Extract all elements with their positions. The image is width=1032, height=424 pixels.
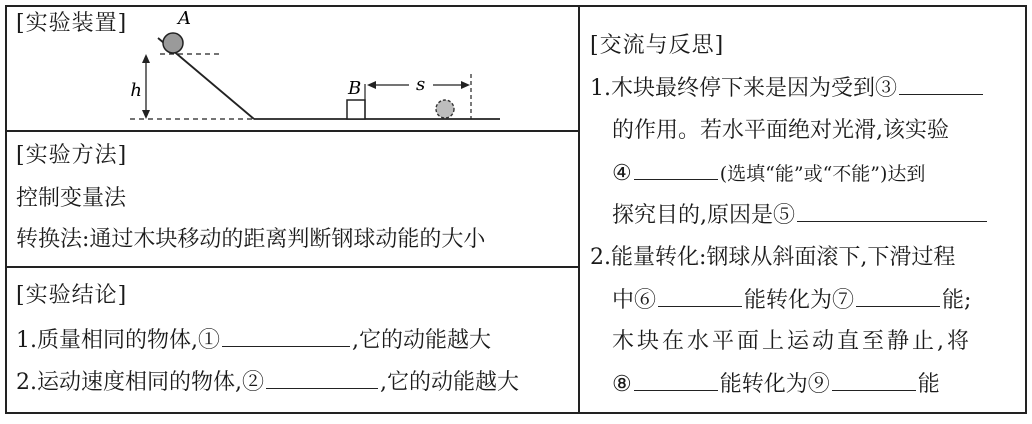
answer-blank-2[interactable] <box>266 368 378 389</box>
ball-final-position <box>436 100 454 118</box>
answer-blank-7[interactable] <box>856 286 940 307</box>
q2-line-2-mid: 能转化为⑦ <box>744 288 855 313</box>
reflection-q2-line-3: 木块在水平面上运动直至静止,将 <box>612 329 972 354</box>
reflection-q2-line-1: 2.能量转化:钢球从斜面滚下,下滑过程 <box>590 245 956 270</box>
q1-line-4-text: 探究目的,原因是⑤ <box>612 203 795 228</box>
reflection-q1-line-4 <box>612 201 989 230</box>
conclusion-1-prefix: 1.质量相同的物体,① <box>16 328 220 353</box>
reflection-q1-line-3 <box>612 159 925 188</box>
table-bottom-border <box>5 412 1027 414</box>
answer-blank-8[interactable] <box>634 370 718 391</box>
steel-ball-a <box>163 33 183 53</box>
reflection-q1-line-1 <box>590 74 985 103</box>
answer-blank-5[interactable] <box>797 201 987 222</box>
table-right-border <box>1025 5 1027 414</box>
conclusion-2-suffix: ,它的动能越大 <box>379 370 519 395</box>
reflection-q2-line-2 <box>612 286 971 315</box>
method-line-2: 转换法:通过木块移动的距离判断钢球动能的大小 <box>16 227 486 252</box>
answer-blank-4[interactable] <box>634 159 718 180</box>
q2-line-2-suffix: 能; <box>942 288 972 313</box>
q1-line-3-text: (选填“能”或“不能”)达到 <box>719 163 926 185</box>
distance-label: s <box>416 74 426 95</box>
conclusion-line-2 <box>16 368 519 397</box>
answer-blank-3[interactable] <box>899 74 983 95</box>
answer-blank-6[interactable] <box>658 286 742 307</box>
reflection-heading: [交流与反思] <box>590 33 725 58</box>
setup-heading: [实验装置] <box>16 11 128 36</box>
wooden-block-b <box>347 100 365 119</box>
q1-line-1-text: 1.木块最终停下来是因为受到③ <box>590 76 897 101</box>
row-divider-2 <box>5 266 580 268</box>
conclusion-line-1 <box>16 326 491 355</box>
ball-a-label: A <box>178 8 191 29</box>
conclusion-2-prefix: 2.运动速度相同的物体,② <box>16 370 264 395</box>
incline-apparatus-diagram <box>5 6 580 131</box>
method-heading: [实验方法] <box>16 143 128 168</box>
method-line-1: 控制变量法 <box>16 186 127 211</box>
q2-line-4-mid: 能转化为⑨ <box>719 372 830 397</box>
q2-line-2-prefix: 中⑥ <box>612 288 657 313</box>
conclusion-heading: [实验结论] <box>16 283 128 308</box>
answer-blank-9[interactable] <box>832 370 916 391</box>
answer-blank-1[interactable] <box>222 326 350 347</box>
reflection-q2-line-4 <box>612 370 940 399</box>
height-label: h <box>130 80 142 101</box>
q2-line-4-marker: ⑧ <box>612 372 632 397</box>
conclusion-1-suffix: ,它的动能越大 <box>351 328 491 353</box>
q1-line-3-marker: ④ <box>612 161 632 186</box>
block-b-label: B <box>348 78 362 99</box>
q2-line-4-suffix: 能 <box>917 372 940 397</box>
reflection-q1-line-2: 的作用。若水平面绝对光滑,该实验 <box>612 118 949 143</box>
